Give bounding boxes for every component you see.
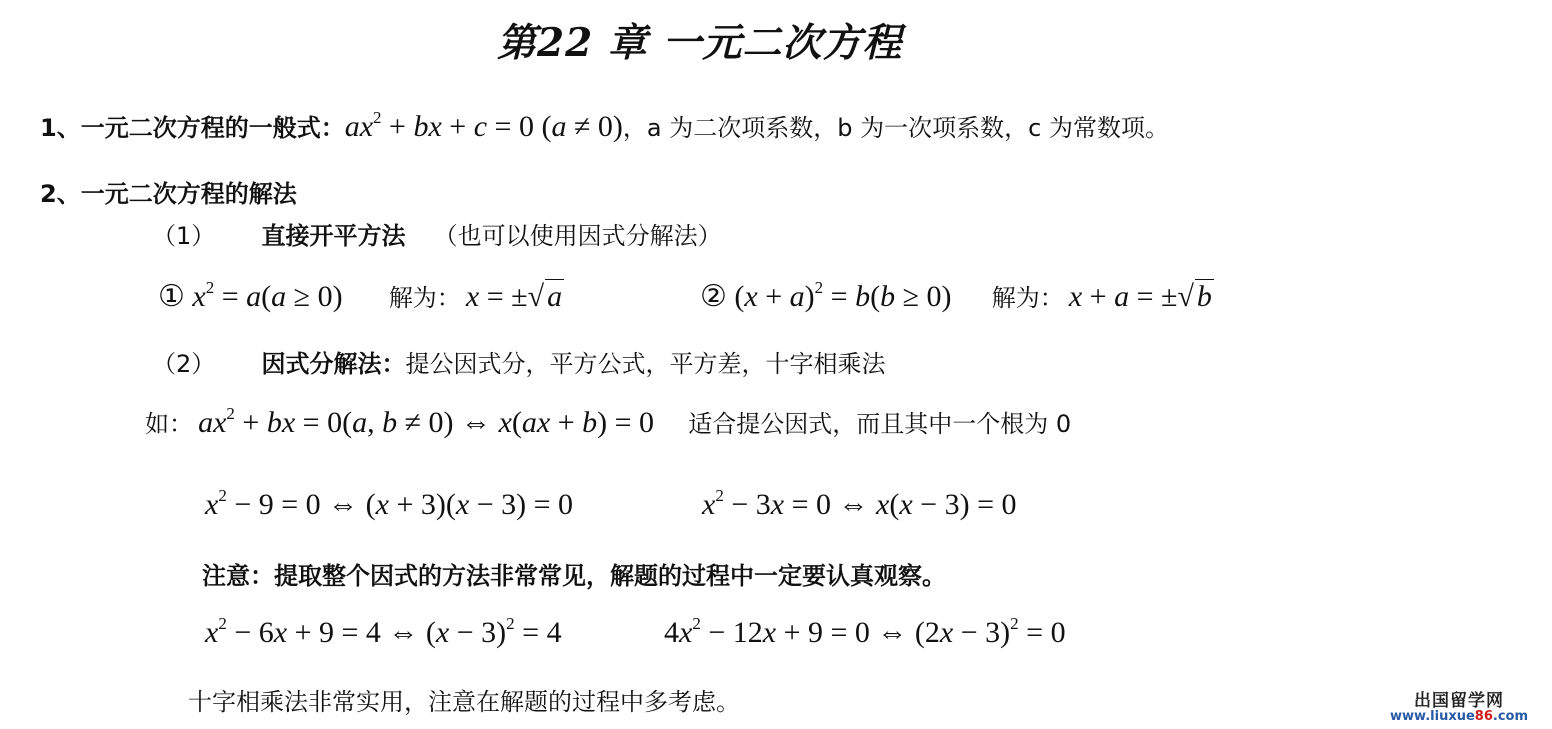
method-1-note: （也可以使用因式分解法） (433, 222, 722, 250)
method-2-name: 因式分解法： (261, 350, 406, 378)
final-remark: 十字相乘法非常实用，注意在解题的过程中多考虑。 (188, 688, 740, 716)
perfect-square-example-2 (664, 616, 1066, 650)
page-title: 第22 章 一元二次方程 (497, 20, 903, 66)
section-1-line (40, 108, 1169, 144)
logo-url-number: 86 (1474, 709, 1493, 725)
method-1-name: 直接开平方法 (261, 222, 406, 250)
case-2-solution: x + a = ±√ b (1068, 280, 1212, 313)
perfect-square-example-1 (205, 616, 562, 650)
sqrt-method-case-2 (700, 278, 1214, 314)
factor-example-row (145, 404, 1071, 440)
section-1-label: 1、一元二次方程的一般式： (40, 114, 345, 142)
example-formula-2: $x^2 - 3x = 0$ ⇔ x(x − 3) = 0 (702, 486, 1017, 521)
case-1-solution: x = ±√ a (465, 280, 563, 313)
sqrt-method-case-1 (158, 278, 564, 314)
difference-of-squares-example (205, 488, 573, 522)
common-factor-formula: $ax^2$ + bx = 0(a, b ≠ 0) ⇔ x(ax + b) = 0 (198, 404, 655, 439)
logo-url (1390, 710, 1528, 724)
site-logo-watermark (1390, 690, 1528, 725)
example-prefix: 如： (145, 410, 193, 438)
common-factor-example (702, 488, 1016, 522)
case-2-solve-label: 解为： (991, 284, 1064, 312)
case-1-solve-label: 解为： (388, 284, 461, 312)
method-2-description: 提公因式分，平方公式，平方差，十字相乘法 (405, 350, 886, 378)
logo-name: 出国留学网 (1414, 690, 1504, 711)
logo-url-suffix: .com (1492, 709, 1528, 725)
general-form-formula: $ax^2$ + bx + c = 0 (a ≠ 0) (344, 108, 623, 143)
case-2-formula: ② $(x + a)^2 = b(b \ge 0)$ (700, 278, 952, 313)
example-formula-4: $4x^2 - 12x + 9 = 0$ ⇔ $(2x - 3)^2 = 0$ (664, 614, 1066, 649)
method-1-heading (152, 216, 722, 251)
section-2-label: 2、一元二次方程的解法 (40, 180, 297, 208)
example-comment: 适合提公因式，而且其中一个根为 0 (688, 410, 1072, 438)
note-text: 注意：提取整个因式的方法非常常见，解题的过程中一定要认真观察。 (202, 562, 946, 590)
method-2-heading (152, 344, 885, 379)
case-1-formula: ① $x^2 = a(a \ge 0)$ (158, 278, 343, 313)
section-1-description: ，a 为二次项系数，b 为一次项系数，c 为常数项。 (622, 114, 1169, 142)
logo-url-prefix: www.liuxue (1390, 709, 1475, 725)
method-1-number: （1） (152, 222, 216, 250)
method-2-number: （2） (152, 350, 216, 378)
example-formula-3: $x^2 - 6x + 9 = 4$ ⇔ $(x - 3)^2 = 4$ (205, 614, 562, 649)
example-formula-1: $x^2 - 9 = 0$ ⇔ (x + 3)(x − 3) = 0 (205, 486, 574, 521)
